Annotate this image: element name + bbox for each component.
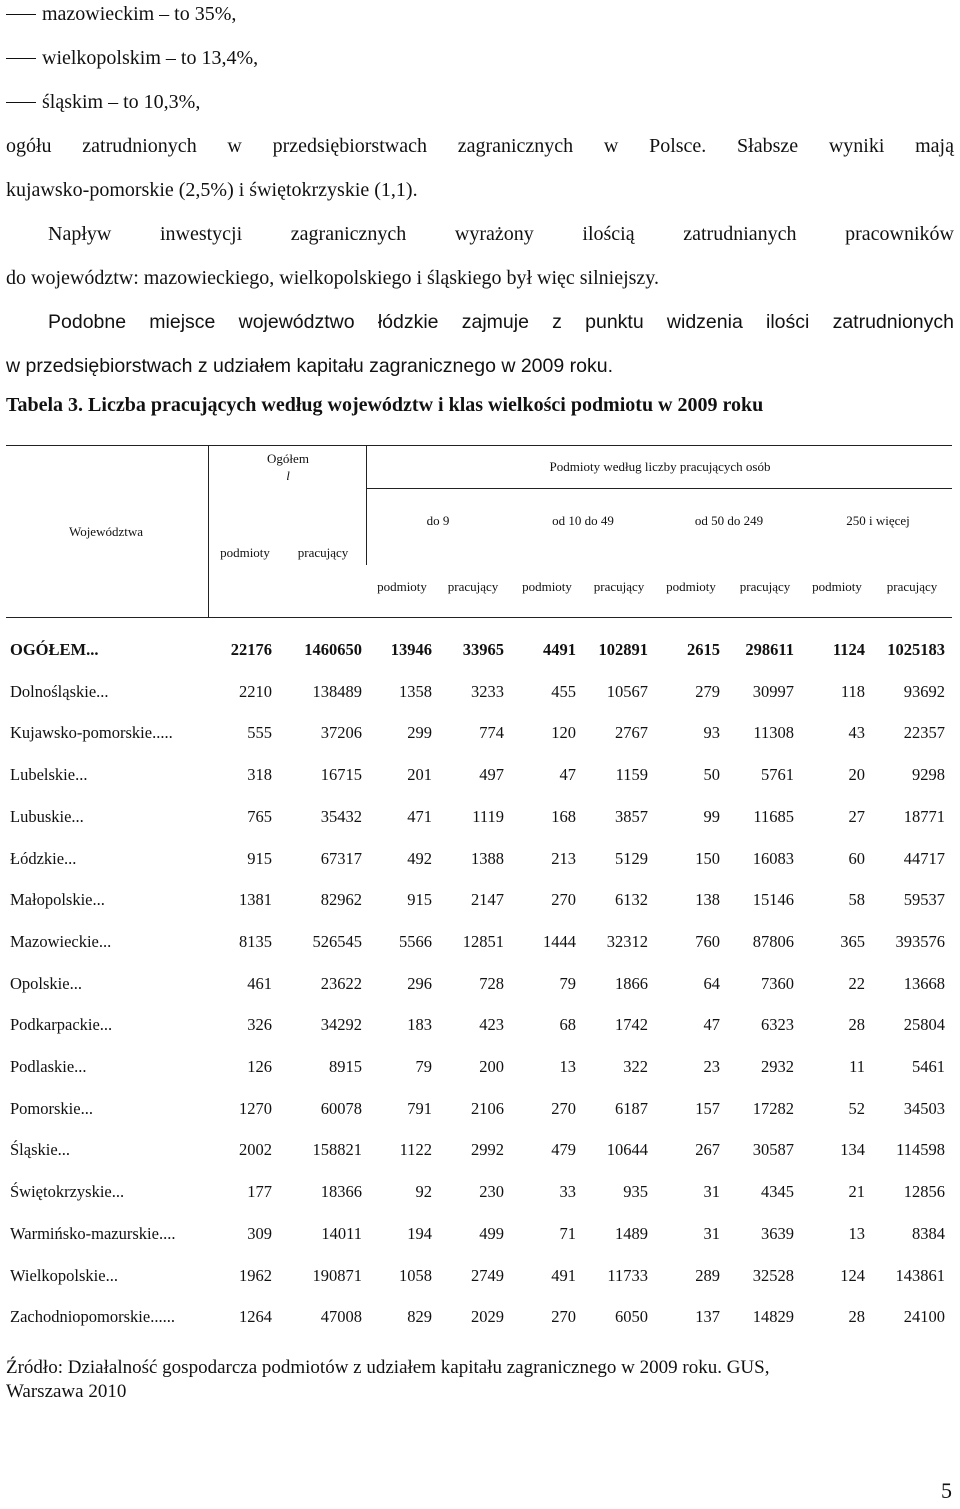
table-cell: 150 — [695, 849, 720, 868]
table-cell: 59537 — [903, 890, 945, 909]
table-cell: 5129 — [615, 849, 648, 868]
table-row-name: OGÓŁEM... — [10, 640, 99, 659]
table-cell: 791 — [407, 1099, 432, 1118]
table-cell: 5461 — [912, 1057, 945, 1076]
table-cell: 6050 — [615, 1307, 648, 1326]
header-group-2: od 10 do 49 — [552, 513, 614, 528]
table-cell: 47 — [703, 1015, 720, 1034]
table-cell: 18366 — [320, 1182, 362, 1201]
table-cell: 829 — [407, 1307, 432, 1326]
table-cell: 270 — [551, 890, 576, 909]
table-cell: 158821 — [312, 1140, 362, 1159]
list-item: wielkopolskim – to 13,4%, — [6, 46, 258, 70]
table-cell: 10567 — [606, 682, 648, 701]
table-cell: 6187 — [615, 1099, 648, 1118]
table-cell: 14011 — [321, 1224, 362, 1243]
table-row-name: Wielkopolskie... — [10, 1266, 118, 1285]
table-cell: 5761 — [761, 765, 794, 784]
table-cell: 22 — [848, 974, 865, 993]
table-cell: 64 — [703, 974, 720, 993]
table-cell: 47 — [559, 765, 576, 784]
table-vertical-rule — [208, 445, 209, 617]
table-cell: 79 — [559, 974, 576, 993]
table-cell: 365 — [840, 932, 865, 951]
table-cell: 143861 — [895, 1266, 945, 1285]
paragraph-2 — [6, 212, 954, 300]
table-cell: 2932 — [761, 1057, 794, 1076]
table-cell: 213 — [551, 849, 576, 868]
dash-bullet-icon — [6, 102, 36, 103]
table-cell: 14829 — [752, 1307, 794, 1326]
table-cell: 11685 — [753, 807, 794, 826]
table-cell: 491 — [551, 1266, 576, 1285]
table-cell: 126 — [247, 1057, 272, 1076]
table-row-name: Podlaskie... — [10, 1057, 87, 1076]
table-cell: 11 — [849, 1057, 865, 1076]
table-row-name: Świętokrzyskie... — [10, 1182, 125, 1201]
table-header-rule — [366, 488, 952, 489]
paragraph-line: Napływ inwestycji zagranicznych wyrażony ilością zatrudnianych pracowników — [48, 223, 954, 245]
table-cell: 43 — [848, 723, 865, 742]
table-cell: 1159 — [615, 765, 648, 784]
table-cell: 915 — [247, 849, 272, 868]
table-cell: 31 — [703, 1182, 720, 1201]
subheader-pracujacy: pracujący — [593, 579, 645, 594]
table-row-name: Lubelskie... — [10, 765, 88, 784]
table-cell: 28 — [848, 1015, 865, 1034]
table-cell: 20 — [848, 765, 865, 784]
table-cell: 23 — [703, 1057, 720, 1076]
dash-bullet-icon — [6, 14, 36, 15]
table-cell: 289 — [695, 1266, 720, 1285]
paragraph-1 — [6, 124, 954, 212]
table-cell: 47008 — [320, 1307, 362, 1326]
table-cell: 60 — [848, 849, 865, 868]
table-cell: 9298 — [912, 765, 945, 784]
table-cell: 1388 — [471, 849, 504, 868]
table-cell: 16715 — [320, 765, 362, 784]
table-cell: 4491 — [543, 640, 576, 659]
table-cell: 461 — [247, 974, 272, 993]
table-cell: 183 — [407, 1015, 432, 1034]
table-cell: 1489 — [615, 1224, 648, 1243]
dash-bullet-icon — [6, 58, 36, 59]
table-cell: 87806 — [752, 932, 794, 951]
table-cell: 499 — [479, 1224, 504, 1243]
table-cell: 318 — [247, 765, 272, 784]
paragraph-line: do województw: mazowieckiego, wielkopolskiego i śląskiego był więc silniejszy. — [6, 267, 660, 289]
table-cell: 32528 — [752, 1266, 794, 1285]
table-cell: 50 — [703, 765, 720, 784]
table-cell: 82962 — [320, 890, 362, 909]
table-cell: 2002 — [239, 1140, 272, 1159]
table-cell: 230 — [479, 1182, 504, 1201]
table-cell: 497 — [479, 765, 504, 784]
header-wojewodztwa: Województwa — [68, 524, 144, 539]
table-cell: 8135 — [239, 932, 272, 951]
paragraph-line: ogółu zatrudnionych w przedsiębiorstwach zagranicznych w Polsce. Słabsze wyniki mają — [6, 135, 954, 157]
table-cell: 2767 — [615, 723, 648, 742]
table-cell: 2210 — [239, 682, 272, 701]
header-group-4: 250 i więcej — [846, 513, 910, 528]
table-cell: 8384 — [912, 1224, 945, 1243]
table-cell: 2615 — [687, 640, 720, 659]
table-cell: 935 — [623, 1182, 648, 1201]
subheader-pracujacy: pracujący — [739, 579, 791, 594]
table-cell: 309 — [247, 1224, 272, 1243]
page-number: 5 — [941, 1478, 952, 1503]
header-podmioty-wg: Podmioty według liczby pracujących osób — [549, 459, 771, 474]
table-cell: 1025183 — [887, 640, 945, 659]
subheader-pracujacy: pracujący — [886, 579, 938, 594]
table-cell: 93692 — [903, 682, 945, 701]
table-cell: 3639 — [761, 1224, 794, 1243]
table-cell: 114598 — [896, 1140, 945, 1159]
table-cell: 201 — [407, 765, 432, 784]
table-cell: 2992 — [471, 1140, 504, 1159]
table-cell: 1742 — [615, 1015, 648, 1034]
table-cell: 5566 — [399, 932, 432, 951]
table-cell: 134 — [840, 1140, 865, 1159]
table-cell: 22357 — [903, 723, 945, 742]
table-cell: 1866 — [615, 974, 648, 993]
list-item: mazowieckim – to 35%, — [6, 2, 236, 26]
table-cell: 37206 — [320, 723, 362, 742]
table-cell: 267 — [695, 1140, 720, 1159]
table-row-name: Warmińsko-mazurskie.... — [10, 1224, 176, 1243]
table-cell: 3233 — [471, 682, 504, 701]
table-cell: 138 — [695, 890, 720, 909]
table-cell: 455 — [551, 682, 576, 701]
table-cell: 765 — [247, 807, 272, 826]
table-cell: 13668 — [903, 974, 945, 993]
table-cell: 1381 — [239, 890, 272, 909]
table-cell: 8915 — [329, 1057, 362, 1076]
table-cell: 124 — [840, 1266, 865, 1285]
table-row-name: Lubuskie... — [10, 807, 84, 826]
header-pracujacy: pracujący — [297, 545, 349, 560]
table-cell: 16083 — [752, 849, 794, 868]
table-cell: 393576 — [895, 932, 945, 951]
table-caption: Tabela 3. Liczba pracujących według województw i klas wielkości podmiotu w 2009 roku — [6, 394, 764, 416]
paragraph-3 — [6, 300, 954, 388]
table-cell: 915 — [407, 890, 432, 909]
table-row-name: Łódzkie... — [10, 849, 77, 868]
table-cell: 270 — [551, 1307, 576, 1326]
table-cell: 1058 — [399, 1266, 432, 1285]
table-cell: 7360 — [761, 974, 794, 993]
table-cell: 555 — [247, 723, 272, 742]
table-cell: 526545 — [312, 932, 362, 951]
table-row-name: Podkarpackie... — [10, 1015, 113, 1034]
table-cell: 479 — [551, 1140, 576, 1159]
table-cell: 13 — [559, 1057, 576, 1076]
table-cell: 1270 — [239, 1099, 272, 1118]
table-cell: 4345 — [761, 1182, 794, 1201]
table-row-name: Zachodniopomorskie...... — [10, 1307, 175, 1326]
table-header-bottom-rule — [6, 617, 952, 618]
table-cell: 492 — [407, 849, 432, 868]
table-cell: 93 — [703, 723, 720, 742]
table-cell: 71 — [559, 1224, 576, 1243]
subheader-podmioty: podmioty — [812, 579, 862, 594]
table-cell: 168 — [551, 807, 576, 826]
table-cell: 22176 — [230, 640, 272, 659]
table-cell: 32312 — [606, 932, 648, 951]
table-cell: 2029 — [471, 1307, 504, 1326]
table-cell: 17282 — [752, 1099, 794, 1118]
table-cell: 774 — [479, 723, 504, 742]
table-cell: 760 — [695, 932, 720, 951]
table-cell: 11308 — [753, 723, 794, 742]
table-cell: 58 — [848, 890, 865, 909]
table-cell: 25804 — [903, 1015, 945, 1034]
table-cell: 2106 — [471, 1099, 504, 1118]
table-cell: 12851 — [462, 932, 504, 951]
table-cell: 298611 — [745, 640, 794, 659]
table-cell: 99 — [703, 807, 720, 826]
table-cell: 30997 — [752, 682, 794, 701]
table-cell: 79 — [415, 1057, 432, 1076]
table-cell: 728 — [479, 974, 504, 993]
table-cell: 34292 — [320, 1015, 362, 1034]
table-cell: 296 — [407, 974, 432, 993]
table-cell: 44717 — [903, 849, 945, 868]
table-cell: 34503 — [903, 1099, 945, 1118]
table-cell: 157 — [695, 1099, 720, 1118]
subheader-podmioty: podmioty — [666, 579, 716, 594]
table-cell: 31 — [703, 1224, 720, 1243]
table-cell: 30587 — [752, 1140, 794, 1159]
table-cell: 52 — [848, 1099, 865, 1118]
table-cell: 120 — [551, 723, 576, 742]
table-cell: 27 — [848, 807, 865, 826]
table-cell: 118 — [840, 682, 865, 701]
table-cell: 102891 — [598, 640, 648, 659]
table-cell: 15146 — [752, 890, 794, 909]
table-row-name: Kujawsko-pomorskie..... — [10, 723, 173, 742]
header-ogolem: Ogółem — [267, 451, 309, 466]
table-cell: 6132 — [615, 890, 648, 909]
paragraph-line: kujawsko-pomorskie (2,5%) i świętokrzyskie (1,1). — [6, 179, 418, 201]
table-cell: 6323 — [761, 1015, 794, 1034]
table-top-rule — [6, 445, 952, 446]
table-cell: 137 — [695, 1307, 720, 1326]
table-vertical-rule — [366, 445, 367, 565]
table-cell: 67317 — [320, 849, 362, 868]
header-podmioty: podmioty — [220, 545, 270, 560]
header-group-1: do 9 — [426, 513, 450, 528]
table-cell: 10644 — [606, 1140, 648, 1159]
table-cell: 35432 — [320, 807, 362, 826]
table-cell: 326 — [247, 1015, 272, 1034]
paragraph-line: w przedsiębiorstwach z udziałem kapitału zagranicznego w 2009 roku. — [6, 355, 613, 377]
table-row-name: Dolnośląskie... — [10, 682, 109, 701]
source-note: Źródło: Działalność gospodarcza podmiotów z udziałem kapitału zagranicznego w 2009 roku. GUS, Warszawa 2010 — [6, 1357, 770, 1402]
table-cell: 23622 — [320, 974, 362, 993]
table-row-name: Opolskie... — [10, 974, 82, 993]
table-cell: 12856 — [903, 1182, 945, 1201]
table-row-name: Mazowieckie... — [10, 932, 112, 951]
table-cell: 11733 — [607, 1266, 648, 1285]
table-cell: 1358 — [399, 682, 432, 701]
table-cell: 1460650 — [304, 640, 362, 659]
table-cell: 21 — [848, 1182, 865, 1201]
table-cell: 1962 — [239, 1266, 272, 1285]
table-cell: 138489 — [312, 682, 362, 701]
table-row-name: Pomorskie... — [10, 1099, 93, 1118]
subheader-podmioty: podmioty — [522, 579, 572, 594]
table-cell: 33965 — [462, 640, 504, 659]
table-cell: 60078 — [320, 1099, 362, 1118]
table-cell: 2147 — [471, 890, 504, 909]
table-cell: 3857 — [615, 807, 648, 826]
table-cell: 28 — [848, 1307, 865, 1326]
table-cell: 92 — [415, 1182, 432, 1201]
table-cell: 279 — [695, 682, 720, 701]
table-cell: 177 — [247, 1182, 272, 1201]
table-cell: 13 — [848, 1224, 865, 1243]
table-cell: 13946 — [390, 640, 432, 659]
table-cell: 1124 — [832, 640, 865, 659]
subheader-podmioty: podmioty — [377, 579, 427, 594]
table-cell: 18771 — [903, 807, 945, 826]
table-cell: 1122 — [399, 1140, 432, 1159]
table-cell: 24100 — [903, 1307, 945, 1326]
table-cell: 270 — [551, 1099, 576, 1118]
table-cell: 33 — [559, 1182, 576, 1201]
table-cell: 471 — [407, 807, 432, 826]
table-cell: 299 — [407, 723, 432, 742]
table-cell: 1444 — [543, 932, 576, 951]
subheader-pracujacy: pracujący — [447, 579, 499, 594]
table-row-name: Śląskie... — [10, 1140, 71, 1159]
table-cell: 2749 — [471, 1266, 504, 1285]
table-cell: 1264 — [239, 1307, 272, 1326]
table-row-name: Małopolskie... — [10, 890, 105, 909]
table-cell: 200 — [479, 1057, 504, 1076]
table-cell: 1119 — [472, 807, 504, 826]
paragraph-line: Podobne miejsce województwo łódzkie zajmuje z punktu widzenia ilości zatrudnionych — [48, 311, 954, 333]
table-cell: 423 — [479, 1015, 504, 1034]
table-cell: 322 — [623, 1057, 648, 1076]
table-cell: 68 — [559, 1015, 576, 1034]
table-cell: 194 — [407, 1224, 432, 1243]
header-group-3: od 50 do 249 — [694, 513, 764, 528]
header-ogolem-sub: l — [286, 468, 290, 483]
list-item: śląskim – to 10,3%, — [6, 90, 200, 114]
table-cell: 190871 — [312, 1266, 362, 1285]
